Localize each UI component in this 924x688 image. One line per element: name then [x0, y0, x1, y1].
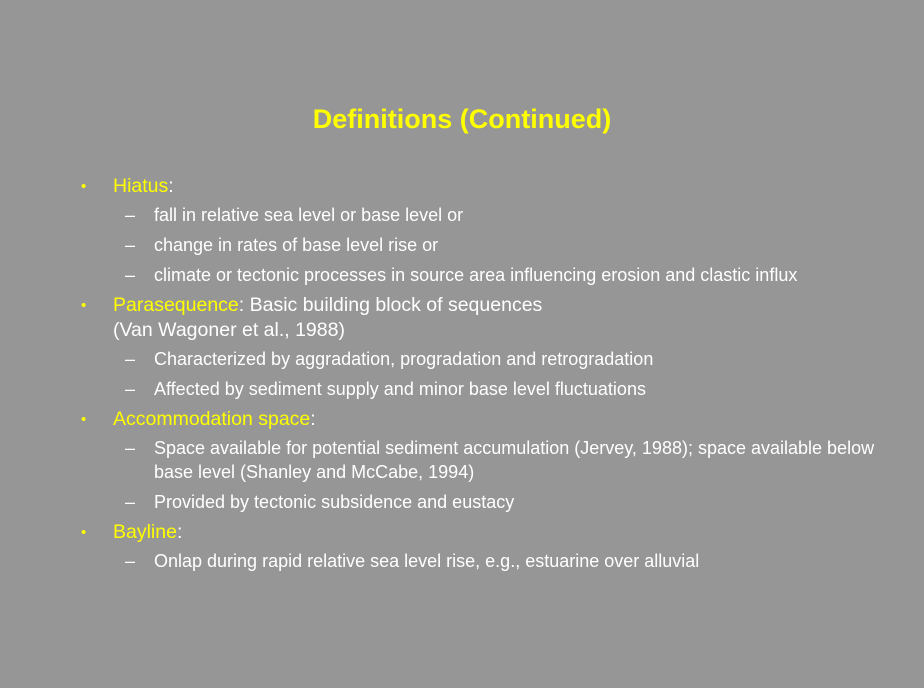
term-definition: Basic building block of sequences — [244, 294, 543, 316]
sub-item — [80, 377, 880, 401]
dash-icon: – — [125, 235, 136, 255]
term-colon: : — [238, 294, 245, 316]
sub-item — [80, 436, 880, 484]
sub-item — [80, 549, 880, 573]
sub-item-text: climate or tectonic processes in source area influencing erosion and clastic influx — [154, 265, 798, 285]
sub-item — [80, 347, 880, 371]
sub-item — [80, 263, 880, 287]
dash-icon: – — [125, 205, 136, 225]
sub-item-text: Affected by sediment supply and minor base level fluctuations — [154, 379, 646, 399]
dash-icon: – — [125, 438, 136, 458]
term-colon: : — [310, 408, 316, 430]
sub-item — [80, 490, 880, 514]
dash-icon: – — [125, 265, 136, 285]
bullet-item-bayline — [80, 520, 880, 573]
term-colon: : — [168, 175, 174, 197]
dash-icon: – — [125, 379, 136, 399]
dash-icon: – — [125, 492, 136, 512]
sub-item-text: Provided by tectonic subsidence and eustacy — [154, 492, 515, 512]
slide-title: Definitions (Continued) — [312, 104, 612, 134]
dash-icon: – — [125, 551, 136, 571]
bullet-list — [80, 174, 880, 579]
term-accommodation-space: Accommodation space — [113, 408, 311, 430]
bullet-icon: • — [81, 524, 87, 541]
bullet-item-accommodation-space — [80, 407, 880, 514]
sub-item-text: Onlap during rapid relative sea level rise, e.g., estuarine over alluvial — [154, 551, 700, 571]
bullet-item-parasequence — [80, 293, 880, 401]
sub-item — [80, 203, 880, 227]
term-parasequence: Parasequence — [113, 294, 239, 316]
term-bayline: Bayline — [113, 521, 177, 543]
sub-item-text: fall in relative sea level or base level or — [154, 205, 464, 225]
dash-icon: – — [125, 349, 136, 369]
bullet-icon: • — [81, 178, 87, 195]
sub-list — [80, 436, 880, 514]
sub-item — [80, 233, 880, 257]
sub-item-text: Space available for potential sediment accumulation (Jervey, 1988); space available below base level (Shanley and McCabe, 1994) — [154, 438, 875, 482]
term-colon: : — [176, 521, 183, 543]
sub-item-text: change in rates of base level rise or — [154, 235, 439, 255]
sub-list — [80, 549, 880, 573]
bullet-icon: • — [81, 297, 87, 314]
bullet-icon: • — [81, 411, 87, 428]
term-citation: (Van Wagoner et al., 1988) — [113, 319, 345, 341]
sub-list — [80, 203, 880, 287]
sub-item-text: Characterized by aggradation, progradation and retrogradation — [154, 349, 654, 369]
sub-list — [80, 347, 880, 401]
term-hiatus: Hiatus — [113, 175, 169, 197]
bullet-item-hiatus — [80, 174, 880, 287]
